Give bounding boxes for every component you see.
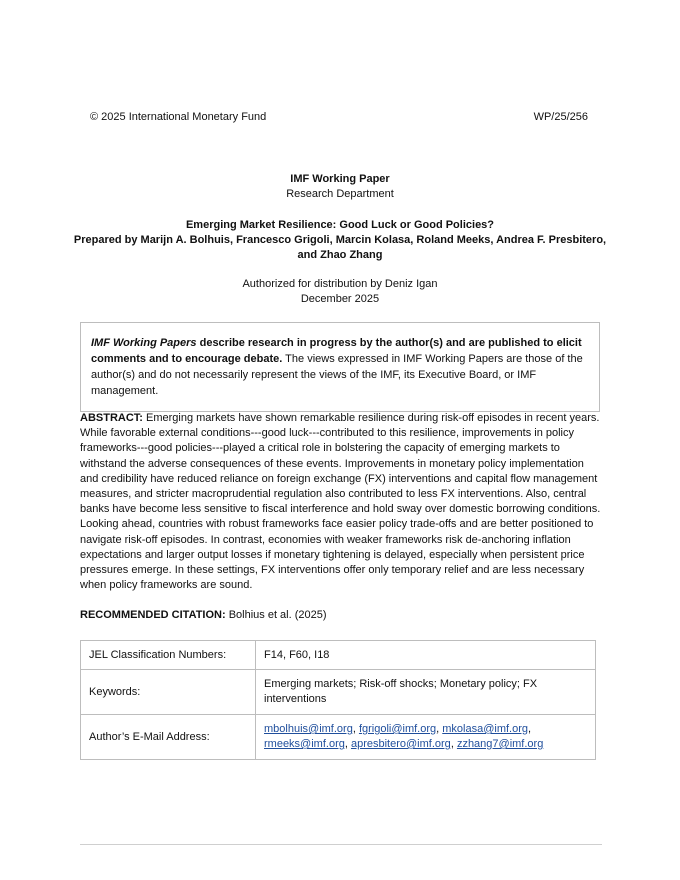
- series-block: [0, 172, 680, 202]
- authorized-by: Authorized for distribution by Deniz Igan: [242, 278, 438, 290]
- copyright-notice: © 2025 International Monetary Fund: [90, 111, 267, 123]
- table-row: [81, 641, 596, 670]
- working-paper-number: WP/25/256: [533, 111, 588, 123]
- keywords-label: Keywords:: [81, 670, 256, 715]
- jel-label: JEL Classification Numbers:: [81, 641, 256, 670]
- jel-value: F14, F60, I18: [256, 641, 596, 670]
- email-list: mbolhuis@imf.org, fgrigoli@imf.org, mkolasa@imf.org, rmeeks@imf.org, apresbitero@imf.org, zzhang7@imf.org: [256, 715, 596, 760]
- recommended-citation: [80, 609, 327, 621]
- disclaimer-text: The views expressed in IMF Working Papers are those of the author(s) and do not necessarily represent the views of the IMF, its Executive Board, or IMF management.: [91, 353, 583, 397]
- series-title: IMF Working Paper: [290, 173, 390, 185]
- email-label: Author’s E-Mail Address:: [81, 715, 256, 760]
- abstract-label: ABSTRACT:: [80, 412, 143, 424]
- email-link-grigoli[interactable]: fgrigoli@imf.org: [358, 723, 437, 735]
- email-link-meeks[interactable]: rmeeks@imf.org: [264, 738, 345, 750]
- citation-label: RECOMMENDED CITATION:: [80, 609, 226, 621]
- publication-date: December 2025: [300, 293, 380, 305]
- disclaimer-bold-text: describe research in progress by the author(s) and are published to elicit comments and to encourage debate.: [91, 337, 582, 365]
- table-row: [81, 715, 596, 760]
- email-link-presbitero[interactable]: apresbitero@imf.org: [350, 738, 451, 750]
- disclaimer-italic-lead: IMF Working Papers: [91, 337, 197, 349]
- email-link-bolhuis[interactable]: mbolhuis@imf.org: [264, 723, 353, 735]
- title-block: [0, 218, 680, 263]
- email-link-kolasa[interactable]: mkolasa@imf.org: [442, 723, 529, 735]
- paper-title: Emerging Market Resilience: Good Luck or Good Policies?: [185, 219, 495, 231]
- keywords-value: Emerging markets; Risk-off shocks; Monetary policy; FX interventions: [256, 670, 596, 715]
- disclaimer-box: [80, 322, 600, 412]
- citation-text: Bolhius et al. (2025): [225, 609, 327, 621]
- authorization-block: [0, 277, 680, 307]
- footer-divider: [80, 844, 602, 845]
- metadata-table: [80, 640, 596, 760]
- department: Research Department: [286, 188, 394, 200]
- authors-line-2: and Zhao Zhang: [297, 249, 383, 261]
- table-row: [81, 670, 596, 715]
- abstract-text: Emerging markets have shown remarkable resilience during risk-off episodes in recent years. While favorable external conditions---good luck---contributed to this resilience, improvements in policy frameworks---good policies---played a critical role in bolstering the capacity of emerging markets to withstand the adverse consequences of these events. Improvements in monetary policy implementation and credibility have reduced reliance on foreign exchange (FX) interventions and capital flow management measures, and stricter macroprudential regulation also contributed to less FX interventions. Also, central banks have become less sensitive to fiscal interference and hold sway over domestic borrowing conditions. Looking ahead, countries with robust frameworks face easier policy trade-offs and are better positioned to navigate risk-off episodes. In contrast, economies with weaker frameworks risk de-anchoring inflation expectations and larger output losses if monetary tightening is delayed, especially when persistent price pressures emerge. In these settings, FX interventions offer only temporary relief and are less necessary when policy frameworks are sound.: [80, 412, 601, 592]
- abstract: [80, 411, 602, 593]
- authors-line-1: Prepared by Marijn A. Bolhuis, Francesco Grigoli, Marcin Kolasa, Roland Meeks, Andrea F. Presbitero,: [73, 234, 607, 246]
- email-link-zhang[interactable]: zzhang7@imf.org: [456, 738, 544, 750]
